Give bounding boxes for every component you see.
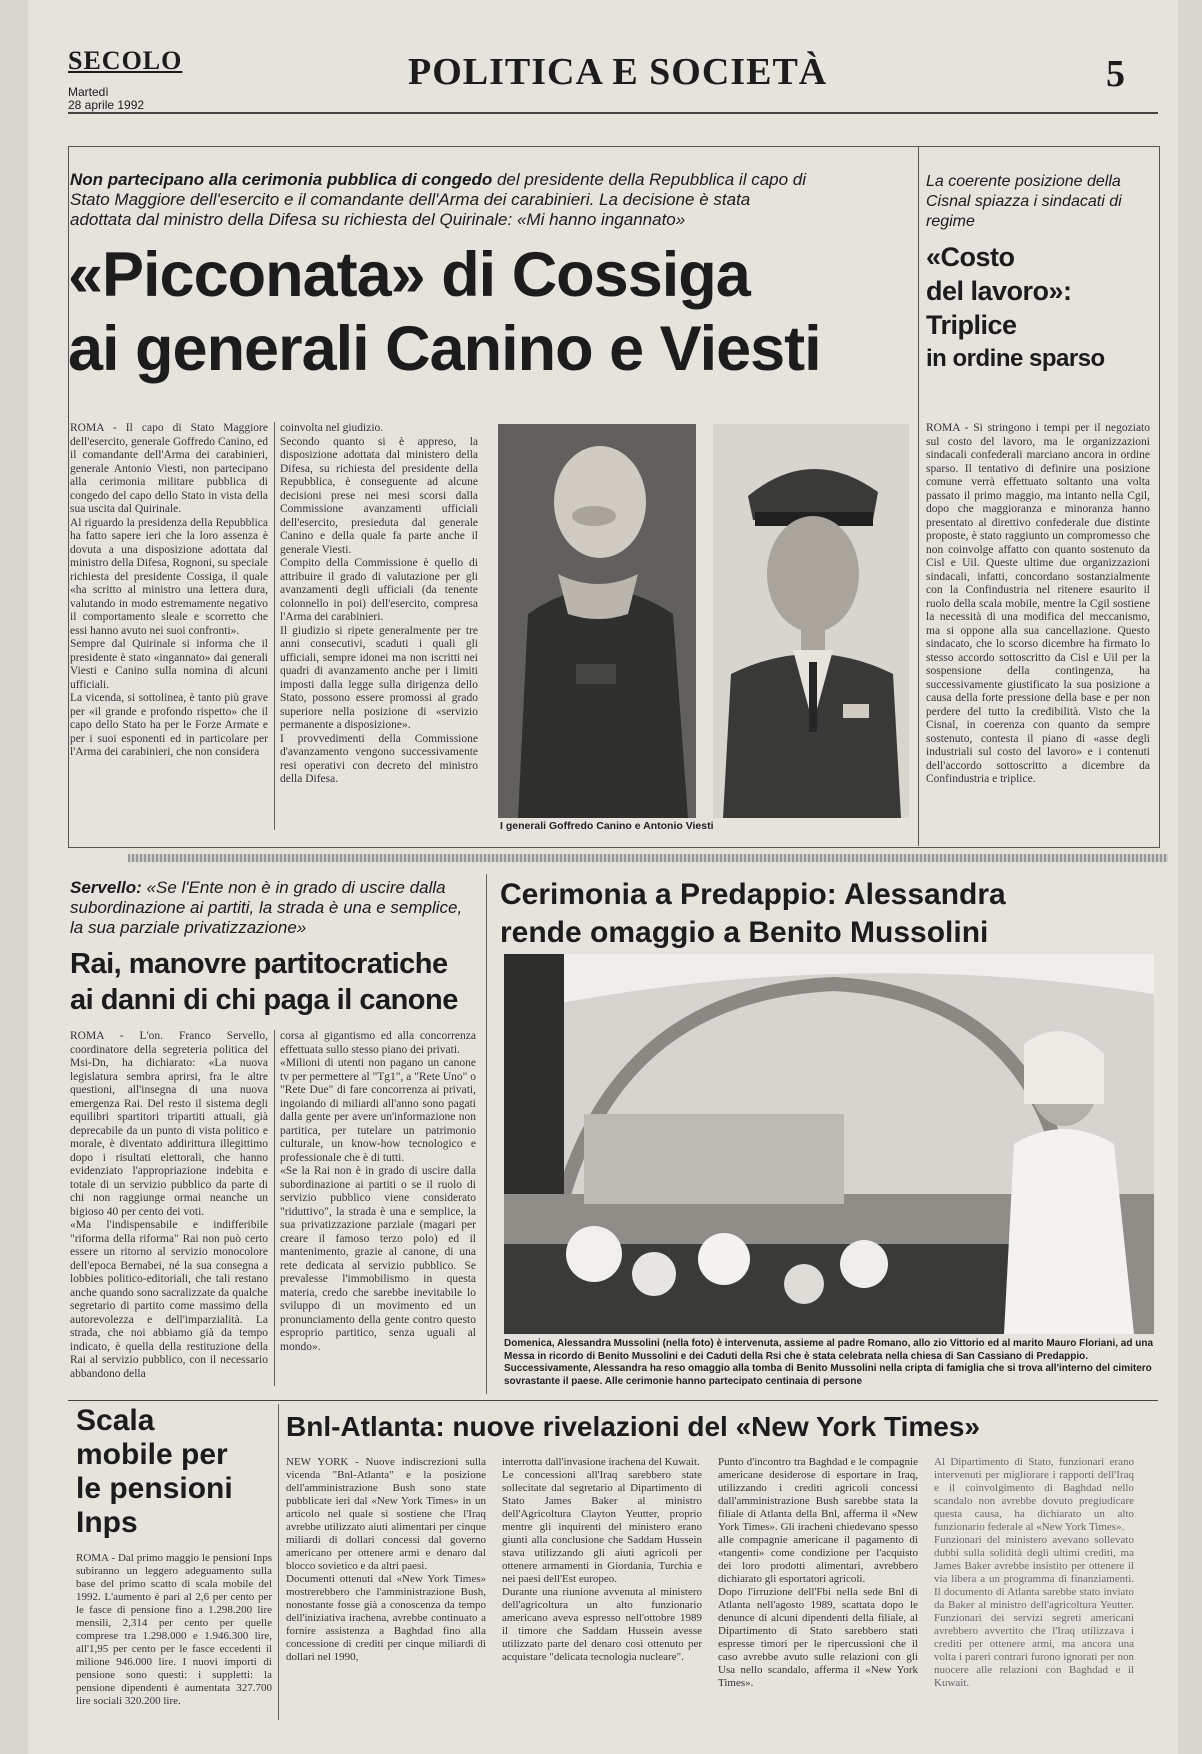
masthead-rule: [68, 112, 1158, 114]
bnl-story-col3: Punto d'incontro tra Baghdad e le compagnie americane desiderose di esportare in Iraq, utilizzando i crediti agricoli concessi dall'amministrazione Bush sarebbe stata la filiale di Atlanta della Bnl, afferma il «New York Times». Gli iracheni chiedevano spesso alle compagnie americane il pagamento di «tangenti» come condizione per l'acquisto dei loro prodotti alimentari, avrebbero dichiarato gli esportatori agricoli. Dopo l'irruzione dell'Fbi nella sede Bnl di Atlanta nell'agosto 1989, scattata dopo le denunce di alcuni dipendenti della filiale, al Dipartimento di Stato sarebbero stati espresse timori per le ripercussioni che il caso avrebbe avuto sulle relazioni con gli Usa nello scandalo, afferma il «New York Times».: [718, 1456, 918, 1689]
predappio-photo-illustration: [504, 954, 1154, 1334]
main-kicker-rest: del presidente della Repubblica il capo di Stato Maggiore dell'esercito e il comandante dell'Arma dei carabinieri. La decisione è stata adottata dal ministro della Difesa su richiesta del Quirinale: «Mi hanno ingannato»: [70, 170, 807, 229]
rai-kicker-rest: «Se l'Ente non è in grado di uscire dalla subordinazione ai partiti, la strada è una e semplice, la sua parziale privatizzazione»: [70, 878, 463, 937]
canino-photo-illustration: [498, 424, 696, 818]
rai-headline-line1: Rai, manovre partitocratiche: [70, 948, 448, 980]
column-rule: [274, 422, 275, 830]
side-headline-line1: «Costo: [926, 242, 1015, 272]
side-story-body: ROMA - Si stringono i tempi per il negoziato sul costo del lavoro, ma le organizzazioni sindacali confederali marciano ancora in ordine sparso. Il tentativo di definire una posizione comune verrà effettuato soltanto una volta passato il primo maggio, ma intanto nella Cgil, dopo che maggioranza e minoranza hanno presentato al direttivo confederale due distinte proposte, è stato raggiunto un compromesso che non coinvolge affatto con quanto sostenuto da Cisl e Uil. Queste ultime due organizzazioni sindacali, infatti, concordano sostanzialmente con la Confindustria nel ritenere esaurito il ruolo della scala mobile, mentre la Cgil sostiene la necessità di una modifica del meccanismo, ma si oppone alla sua cancellazione. Questo sindacato, che lo scorso dicembre ha firmato lo stesso accordo sottoscritto da Cisl e Uil per la sospensione della contingenza, ha successivamente giustificato la sua posizione a causa della forte pressione della base e per non perdere del tutto la credibilità. Visto che la Cisnal, in coerenza con quanto da sempre sostenuto, contesta il piano di «asse degli industriali sul costo del lavoro» e i contenuti dell'accordo sottoscritto a dicembre da Confindustria e triplice.: [926, 422, 1150, 785]
rai-story-headline: [70, 946, 490, 1018]
scala-headline-line4: Inps: [76, 1506, 138, 1539]
main-kicker-bold: Non partecipano alla cerimonia pubblica di congedo: [70, 170, 493, 189]
main-headline-line1: «Picconata» di Cossiga: [68, 240, 750, 310]
rai-kicker-bold: Servello:: [70, 878, 142, 897]
bottom-section-rule: [68, 1400, 1158, 1401]
main-story-kicker: [70, 170, 810, 230]
viesti-photo-illustration: [713, 424, 909, 818]
column-rule: [486, 874, 487, 1394]
scala-headline-line3: le pensioni: [76, 1472, 233, 1505]
side-story-headline: [926, 240, 1162, 376]
main-story-col1: ROMA - Il capo di Stato Maggiore dell'esercito, generale Goffredo Canino, ed il comandante dell'Arma dei carabinieri, generale Antonio Viesti, non partecipano alla cerimonia militare pubblica di congedo del capo dello Stato in vista della sua uscita dal Quirinale. Al riguardo la presidenza della Repubblica ha fatto sapere ieri che la loro assenza è dovuta a una disposizione adottata dal ministro della Difesa, Rognoni, su speciale richiesta del presidente Cossiga, il quale «ha scritto al ministro una lettera dura, valutando in modo estremamente negativo il comportamento sleale e scorretto che essi hanno avuto nei suoi confronti». Sempre dal Quirinale si informa che il presidente è stato «ingannato» dai generali Viesti e Canino sulla nomina di alcuni ufficiali. La vicenda, si sottolinea, è tanto più grave per «il grande e profondo rispetto» che il capo dello Stato ha per le Forze Armate e per i suoi esponenti ed in particolare per l'Arma dei carabinieri, che non considera: [70, 422, 268, 758]
side-headline-line4: in ordine sparso: [926, 345, 1105, 372]
photo-goffredo-canino: [498, 424, 696, 818]
issue-day: Martedì: [68, 85, 109, 99]
rai-headline-line2: ai danni di chi paga il canone: [70, 984, 458, 1016]
main-story-headline: [68, 238, 918, 386]
section-separator: [128, 854, 1168, 862]
scala-headline-line1: Scala: [76, 1404, 155, 1437]
rai-story-col2: corsa al gigantismo ed alla concorrenza effettuata sullo stesso piano dei privati. «Milioni di utenti non pagano un canone tv per permettere al "Tg1", a "Rete Uno" o "Rete Due" di fare concorrenza ai privati, ingoiando di miliardi all'anno sono pagati dalla gente per avere un'informazione non partitica, per tutelare un patrimonio culturale, un know-how tecnologico e professionale che è di tutti. «Se la Rai non è in grado di uscire dalla subordinazione ai partiti o se il ruolo di servizio pubblico viene considerato "riduttivo", la strada è una e semplice, la sua privatizzazione parziale (magari per creare il famoso terzo polo) ed il mantenimento, grazie al canone, di una rete dedicata al servizio pubblico. Se prevalesse l'immobilismo in questa materia, credo che sarebbe inevitabile lo sviluppo di un movimento ed un pronunciamento della gente contro questo esproprio partitico, senza uguali al mondo».: [280, 1030, 476, 1353]
frame-divider: [918, 146, 919, 846]
scala-headline-line2: mobile per: [76, 1438, 228, 1471]
side-headline-line3: Triplice: [926, 310, 1017, 340]
main-story-col2: coinvolta nel giudizio. Secondo quanto si è appreso, la disposizione adottata dal ministero della Difesa, su richiesta del presidente della Repubblica, è conseguente ad alcune decisioni prese nei mesi scorsi dalla Commissione avanzamenti ufficiali dell'esercito, presieduta dal generale Canino e della quale fa parte anche il generale Viesti. Compito della Commissione è quello di attribuire il grado di valutazione per gli avanzamenti degli ufficiali (da tenente colonnello in poi) dell'esercito, compresa l'Arma dei carabinieri. Il giudizio si ripete generalmente per tre anni consecutivi, scaduti i quali gli ufficiali, sempre idonei ma non iscritti nei quadri di avanzamento anche per i limiti imposti dalla legge sulla dirigenza dello Stato, possono essere promossi al grado superiore nella posizione di «servizio permanente a disposizione». I provvedimenti della Commissione d'avanzamento vengono successivamente resi operativi con decreto del ministro della Difesa.: [280, 422, 478, 785]
rai-story-kicker: [70, 878, 470, 938]
page-number: 5: [1106, 53, 1125, 95]
newspaper-page: [28, 0, 1178, 1754]
side-headline-line2: del lavoro»:: [926, 276, 1072, 306]
predappio-photo-caption: Domenica, Alessandra Mussolini (nella foto) è intervenuta, assieme al padre Romano, allo zio Vittorio ed al marito Mauro Floriani, ad una Messa in ricordo di Benito Mussolini e dei Caduti della Rsi che è stata celebrata nella chiesa di San Cassiano di Predappio. Successivamente, Alessandra ha reso omaggio alla tomba di Benito Mussolini nella cripta di famiglia che si trova all'interno del cimitero sovrastante il paese. Alle cerimonie hanno partecipato centinaia di persone: [504, 1338, 1154, 1387]
bnl-story-col2: interrotta dall'invasione irachena del Kuwait. Le concessioni all'Iraq sarebbero state sollecitate dal segretario al Dipartimento di Stato James Baker al ministro dell'Agricoltura Clayton Yeutter, proprio mentre gli inquirenti del ministero erano giunti alla conclusione che Saddam Hussein stava utilizzando gli aiuti agricoli per ottenere armamenti in Giordania, Turchia e nei paesi dell'Est europeo. Durante una riunione avvenuta al ministero dell'agricoltura un alto funzionario americano aveva espresso nell'ottobre 1989 il timore che Saddam Hussein avesse utilizzato parte del denaro così ottenuto per acquistare "delicata tecnologia nucleare".: [502, 1456, 702, 1663]
predappio-headline: [500, 876, 1140, 952]
newspaper-logo: SECOLO: [68, 46, 183, 75]
bnl-story-col1: NEW YORK - Nuove indiscrezioni sulla vicenda "Bnl-Atlanta" e la posizione dell'amministrazione Bush sono state pubblicate ieri dal «New York Times» in un articolo nel quale si sostiene che l'Iraq avrebbe utilizzato aiuti alimentari per cinque miliardi di dollari concessi dal governo americano per ottenere armi e denaro dal blocco sovietico e da altri paesi. Documenti ottenuti dal «New York Times» mostrerebbero che l'amministrazione Bush, nonostante fosse già a conoscenza da tempo dell'iniziativa irachena, avrebbe continuato a fornire assistenza a Baghdad fino alla concessione di crediti per cinque miliardi di dollari nel 1990,: [286, 1456, 486, 1663]
issue-date: [68, 86, 144, 112]
rai-story-col1: ROMA - L'on. Franco Servello, coordinatore della segreteria politica del Msi-Dn, ha dichiarato: «La nuova legislatura sembra aprirsi, fra le altre questioni, all'insegna di una nuova emergenza Rai. Del resto il sistema degli equilibri spartitori tripartiti attuali, già deprecabile da un punto di vista politico e morale, è diventato addirittura illegittimo dopo i risultati elettorali, che hanno evidenziato l'appropriazione indebita e totale di un servizio pubblico da parte di chi non raggiunge ormai neanche un bigioso 40 per cento dei voti. «Ma l'indispensabile e indifferibile "riforma della riforma" Rai non può certo essere un ritorno al servizio monocolore dell'epoca Bernabei, né la sua consegna a lobbies politico-editoriali, che tali restano anche quando sono sacralizzate da qualche segretario di partito come massimo della autorevolezza e dell'imparzialità. La strada, che noi abbiamo già da tempo indicato, è quella della restituzione della Rai al servizio pubblico, con il necessario abbandono della: [70, 1030, 268, 1380]
photo-antonio-viesti: [713, 424, 909, 818]
scala-story-body: ROMA - Dal primo maggio le pensioni Inps subiranno un leggero adeguamento sulla base del primo scatto di scala mobile del 1992. L'aumento è pari al 2,6 per cento per le fasce di pensione fino a 1.298.200 lire mensili, 2,314 per cento per quelle comprese tra 1.298.000 e 1.946.300 lire, all'1,95 per cento per le fasce eccedenti il milione 946.000 lire. I nuovi importi di pensione sono questi: i suppletti: la pensione dipendenti è aumentata 327.700 lire sociali 320.200 lire.: [76, 1552, 272, 1707]
side-story-kicker: La coerente posizione della Cisnal spiazza i sindacati di regime: [926, 173, 1122, 230]
predappio-headline-line2: rende omaggio a Benito Mussolini: [500, 916, 989, 949]
column-rule: [278, 1404, 279, 1720]
bnl-story-col4: Al Dipartimento di Stato, funzionari erano intervenuti per migliorare i rapporti dell'Iraq e il coinvolgimento di Baghdad nello scandalo non avrebbe dovuto pregiudicare questa causa, ha dichiarato un alto funzionario federale al «New York Times». Funzionari del ministero avevano sollevato dubbi sulla solidità degli ultimi crediti, ma James Baker avrebbe insistito per ottenere il via libera a un programma di finanziamenti. Il documento di Atlanta sarebbe stato inviato da Baker al ministro dell'agricoltura Yeutter. Funzionari dei servizi segreti americani avrebbero avvertito che l'Iraq utilizzava i crediti per ottenere armi, ma ancora una volta i pareri contrari furono ignorati per non nuocere alle relazioni con Baghdad e il Kuwait.: [934, 1456, 1134, 1689]
predappio-photo: [504, 954, 1154, 1334]
predappio-headline-line1: Cerimonia a Predappio: Alessandra: [500, 878, 1006, 911]
issue-date-text: 28 aprile 1992: [68, 98, 145, 112]
section-title: POLITICA E SOCIETÀ: [408, 51, 828, 93]
column-rule: [274, 1030, 275, 1386]
generals-photo-caption: I generali Goffredo Canino e Antonio Viesti: [500, 820, 714, 832]
bnl-story-headline: Bnl-Atlanta: nuove rivelazioni del «New York Times»: [286, 1411, 980, 1442]
main-headline-line2: ai generali Canino e Viesti: [68, 314, 821, 384]
scala-story-headline: [76, 1404, 286, 1540]
